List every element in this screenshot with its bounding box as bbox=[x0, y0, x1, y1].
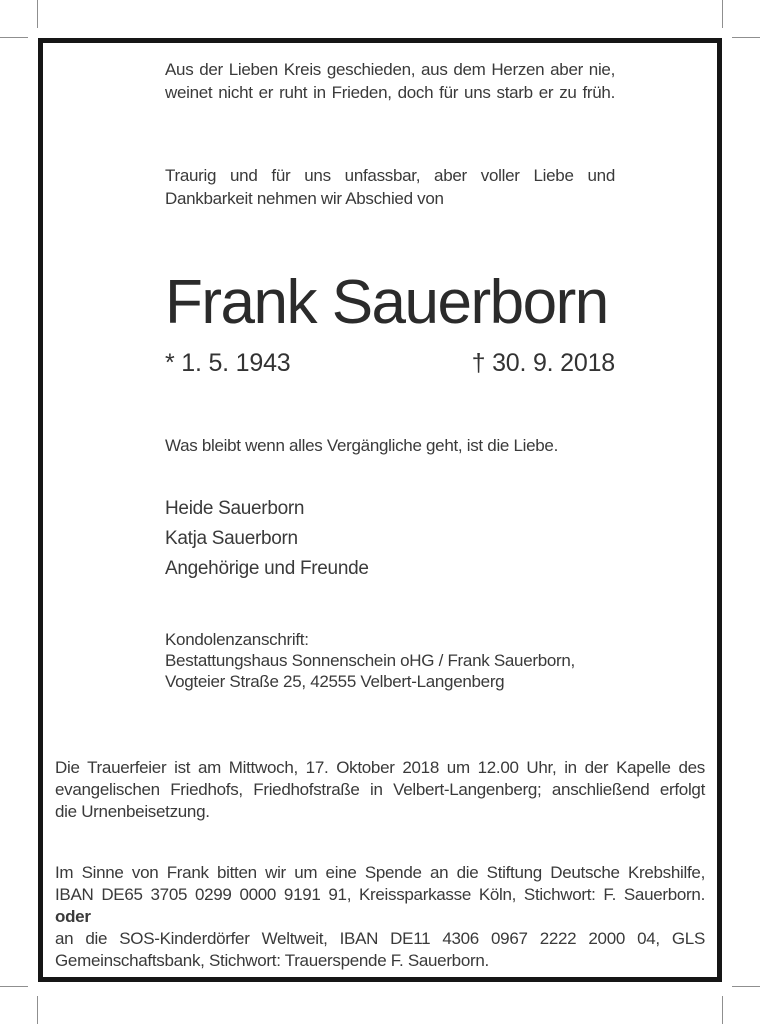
condolence-line: Vogteier Straße 25, 42555 Velbert-Langenberg bbox=[165, 672, 505, 691]
life-dates bbox=[165, 348, 615, 378]
funeral-line: evangelischen Friedhofs, Friedhofstraße in Velbert-Langenberg; anschließend erfolgt bbox=[55, 780, 705, 799]
condolence-address bbox=[165, 629, 615, 692]
funeral-line: die Urnenbeisetzung. bbox=[55, 802, 210, 821]
mourner-name: Angehörige und Freunde bbox=[165, 558, 369, 579]
epigraph-verse bbox=[165, 58, 615, 104]
crop-mark-top-right-horizontal bbox=[732, 37, 760, 38]
intro-text bbox=[165, 164, 615, 210]
mourners-list bbox=[165, 494, 615, 584]
mourner-name: Katja Sauerborn bbox=[165, 528, 298, 549]
donation-line: IBAN DE65 3705 0299 0000 9191 91, Kreissparkasse Köln, Stichwort: F. Sauerborn. bbox=[55, 885, 705, 904]
crop-mark-bottom-right-vertical bbox=[722, 996, 723, 1024]
donation-line: an die SOS-Kinderdörfer Weltweit, IBAN DE11 4306 0967 2222 2000 04, GLS bbox=[55, 929, 705, 948]
intro-line: Traurig und für uns unfassbar, aber voller Liebe und bbox=[165, 166, 615, 185]
crop-mark-bottom-right-horizontal bbox=[732, 986, 760, 987]
death-date: † 30. 9. 2018 bbox=[471, 349, 615, 377]
crop-mark-top-left-vertical bbox=[37, 0, 38, 28]
intro-line: Dankbarkeit nehmen wir Abschied von bbox=[165, 189, 444, 208]
donation-line: Im Sinne von Frank bitten wir um eine Spende an die Stiftung Deutsche Krebshilfe, bbox=[55, 863, 705, 882]
birth-date: * 1. 5. 1943 bbox=[165, 349, 291, 377]
funeral-info bbox=[55, 757, 705, 823]
epigraph-line: weinet nicht er ruht in Frieden, doch für uns starb er zu früh. bbox=[165, 83, 615, 102]
condolence-line: Bestattungshaus Sonnenschein oHG / Frank Sauerborn, bbox=[165, 651, 575, 670]
crop-mark-bottom-left-vertical bbox=[37, 996, 38, 1024]
mourner-name: Heide Sauerborn bbox=[165, 498, 305, 519]
crop-mark-bottom-left-horizontal bbox=[0, 986, 28, 987]
crop-mark-top-left-horizontal bbox=[0, 37, 28, 38]
funeral-line: Die Trauerfeier ist am Mittwoch, 17. Oktober 2018 um 12.00 Uhr, in der Kapelle des bbox=[55, 758, 705, 777]
deceased-name: Frank Sauerborn bbox=[165, 268, 608, 337]
donation-line: Gemeinschaftsbank, Stichwort: Trauerspende F. Sauerborn. bbox=[55, 951, 489, 970]
donation-info bbox=[55, 862, 705, 972]
memorial-quote: Was bleibt wenn alles Vergängliche geht, ist die Liebe. bbox=[165, 436, 559, 455]
donation-connector: oder bbox=[55, 907, 91, 926]
condolence-label: Kondolenzanschrift: bbox=[165, 630, 309, 649]
crop-mark-top-right-vertical bbox=[722, 0, 723, 28]
epigraph-line: Aus der Lieben Kreis geschieden, aus dem Herzen aber nie, bbox=[165, 60, 615, 79]
